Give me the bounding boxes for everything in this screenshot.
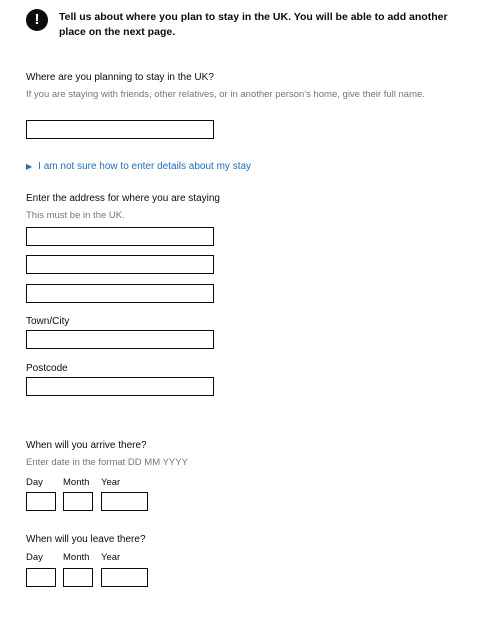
arrive-hint: Enter date in the format DD MM YYYY xyxy=(26,457,188,468)
address-line-2-input[interactable] xyxy=(26,255,214,274)
arrive-label: When will you arrive there? xyxy=(26,440,147,451)
arrive-day-input[interactable] xyxy=(26,492,56,511)
address-line-1-input[interactable] xyxy=(26,227,214,246)
leave-month-label: Month xyxy=(63,552,90,563)
warning-text: Tell us about where you plan to stay in the UK. You will be able to add another place on the next page. xyxy=(59,11,448,38)
postcode-input[interactable] xyxy=(26,377,214,396)
address-label: Enter the address for where you are staying xyxy=(26,193,220,204)
leave-day-input[interactable] xyxy=(26,568,56,587)
warning-icon: ! xyxy=(26,9,48,31)
leave-month-input[interactable] xyxy=(63,568,93,587)
arrive-day-label: Day xyxy=(26,477,43,488)
arrive-month-input[interactable] xyxy=(63,492,93,511)
stay-details-summary: I am not sure how to enter details about my stay xyxy=(38,161,252,172)
triangle-right-icon: ▶ xyxy=(26,162,33,171)
arrive-year-label: Year xyxy=(101,477,121,488)
leave-year-input[interactable] xyxy=(101,568,148,587)
stay-name-input[interactable] xyxy=(26,120,214,139)
postcode-label: Postcode xyxy=(26,363,68,374)
stay-name-label: Where are you planning to stay in the UK? xyxy=(26,72,214,83)
stay-name-hint: If you are staying with friends, other relatives, or in another person's home, give their full name. xyxy=(26,89,425,100)
leave-day-label: Day xyxy=(26,552,43,563)
arrive-year-input[interactable] xyxy=(101,492,148,511)
town-label: Town/City xyxy=(26,316,70,327)
address-hint: This must be in the UK. xyxy=(26,210,125,221)
address-line-3-input[interactable] xyxy=(26,284,214,303)
leave-year-label: Year xyxy=(101,552,121,563)
stay-details-toggle[interactable] xyxy=(26,160,251,173)
arrive-month-label: Month xyxy=(63,477,90,488)
leave-label: When will you leave there? xyxy=(26,534,146,545)
town-input[interactable] xyxy=(26,330,214,349)
